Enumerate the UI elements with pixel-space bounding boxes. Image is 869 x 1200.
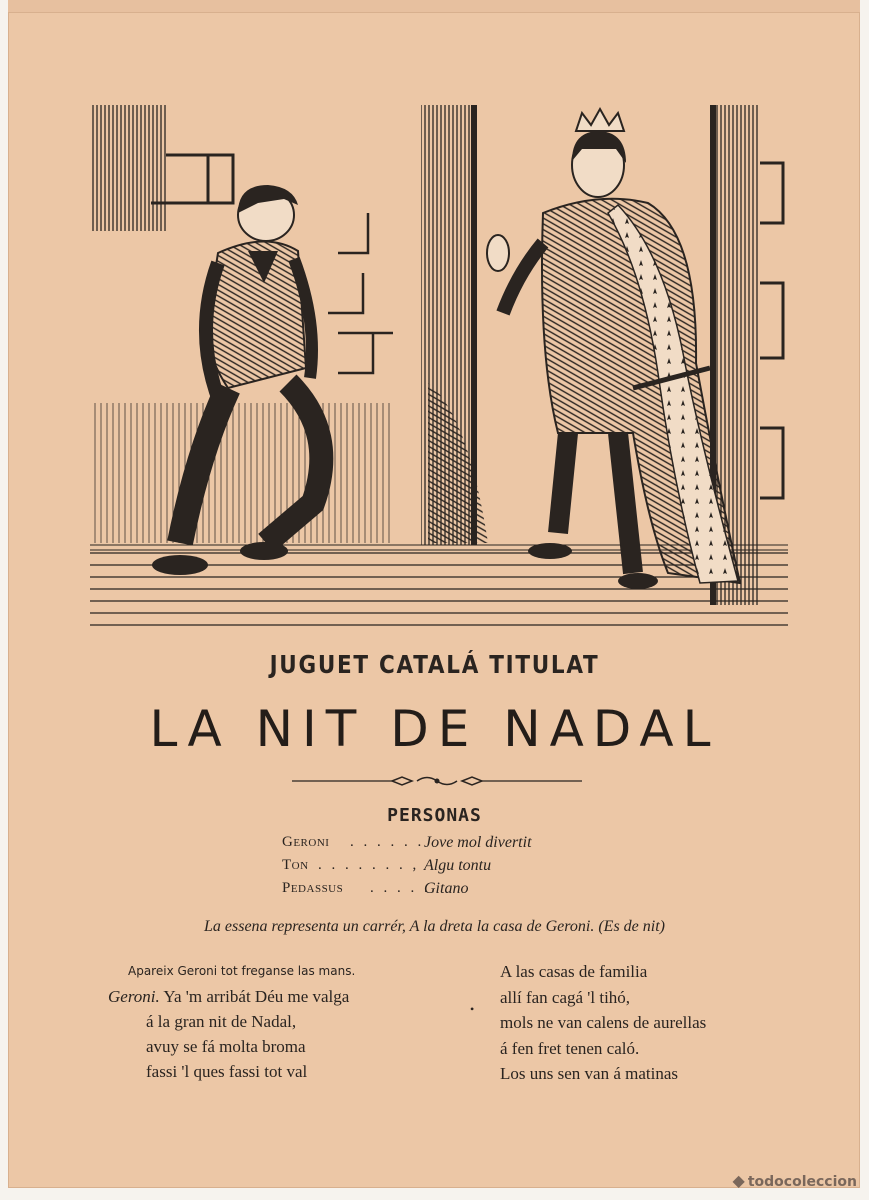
- cast-row: [282, 857, 682, 880]
- cast-list: [282, 834, 682, 903]
- decorative-rule-ornament: [292, 772, 582, 790]
- verse-line: á la gran nit de Nadal,: [146, 1012, 297, 1031]
- verse-line: avuy se fá molta broma: [146, 1037, 306, 1056]
- cast-description: Jove mol divertit: [424, 834, 532, 851]
- play-subtitle: JUGUET CATALÁ TITULAT: [269, 650, 600, 679]
- cast-name: Geroni: [282, 834, 330, 850]
- verse-line: allí fan cagá 'l tihó,: [500, 987, 631, 1007]
- todocoleccion-logo-icon: ◆: [732, 1171, 745, 1190]
- verse-line: mols ne van calens de aurellas: [500, 1013, 707, 1032]
- watermark: [733, 1171, 857, 1190]
- verse-column-left: [108, 962, 468, 1084]
- engraving-illustration: [88, 103, 788, 628]
- cast-row: [282, 880, 682, 903]
- figure-king: [487, 109, 740, 589]
- page-top-edge: [8, 0, 860, 12]
- cast-description: Gitano: [424, 880, 469, 897]
- verse-line: Los uns sen van á matinas: [500, 1064, 678, 1083]
- cast-name: Ton: [282, 857, 309, 873]
- verse-text: Ya 'm arribát Déu me valga: [163, 987, 350, 1006]
- cast-row: [282, 834, 682, 857]
- stray-ink-mark: •: [470, 1002, 475, 1016]
- speaker-name: Geroni.: [108, 987, 160, 1006]
- verse-line: A las casas de familia: [500, 962, 648, 981]
- cast-name: Pedassus: [282, 880, 344, 896]
- personas-heading: PERSONAS: [387, 805, 482, 826]
- cast-leader-dots: . . . . . . . ,: [318, 857, 420, 873]
- verse-line: á fen fret tenen caló.: [500, 1038, 640, 1058]
- verse-line: fassi 'l ques fassi tot val: [146, 1062, 308, 1081]
- play-title: LA NIT DE NADAL: [149, 700, 720, 758]
- cast-leader-dots: . . . . .: [370, 880, 431, 896]
- scene-direction: La essena representa un carrér, A la dreta la casa de Geroni. (Es de nit): [204, 918, 665, 935]
- stage-direction: Apareix Geroni tot freganse las mans.: [128, 964, 356, 978]
- verse-column-right: [500, 962, 800, 1090]
- cast-leader-dots: . . . . . .: [350, 834, 425, 850]
- verse-line: [108, 984, 468, 1009]
- cast-description: Algu tontu: [424, 857, 492, 874]
- watermark-text: todocoleccion: [747, 1174, 857, 1190]
